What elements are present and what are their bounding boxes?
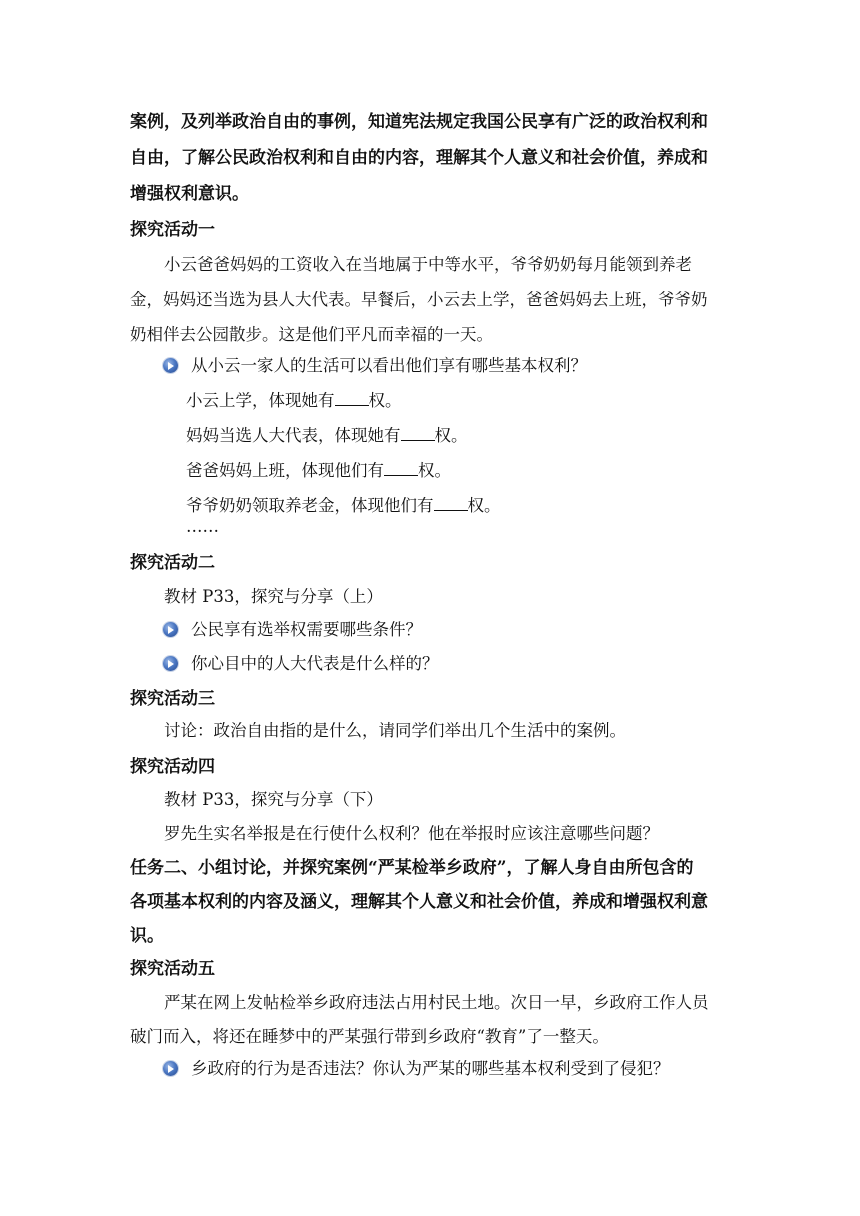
activity3-text: 讨论：政治自由指的是什么，请同学们举出几个生活中的案例。 — [164, 721, 626, 740]
fill-line-1-pre: 小云上学，体现她有 — [186, 391, 335, 410]
bullet-arrow-icon — [163, 1061, 178, 1076]
fill-line-1-post: 权。 — [368, 391, 402, 410]
activity4-text: 教材 P33，探究与分享（下） — [164, 790, 383, 809]
activity1-paragraph-line-2: 金，妈妈还当选为县人大代表。早餐后，小云去上学，爸爸妈妈去上班，爷爷奶 — [130, 290, 708, 309]
intro-line-2: 自由，了解公民政治权利和自由的内容，理解其个人意义和社会价值，养成和 — [130, 148, 708, 168]
activity5-paragraph-line-1: 严某在网上发帖检举乡政府违法占用村民土地。次日一早，乡政府工作人员 — [164, 993, 709, 1012]
activity2-question-1: 公民享有选举权需要哪些条件？ — [191, 620, 422, 639]
activity5-heading: 探究活动五 — [130, 959, 215, 979]
activity5-question: 乡政府的行为是否违法？你认为严某的哪些基本权利受到了侵犯？ — [191, 1059, 670, 1078]
activity3-heading: 探究活动三 — [130, 689, 215, 709]
bullet-arrow-icon — [163, 622, 178, 637]
activity1-paragraph-line-1: 小云爸爸妈妈的工资收入在当地属于中等水平，爷爷奶奶每月能领到养老 — [164, 255, 692, 274]
intro-line-1: 案例，及列举政治自由的事例，知道宪法规定我国公民享有广泛的政治权利和 — [130, 112, 708, 132]
activity5-paragraph-line-2: 破门而入，将还在睡梦中的严某强行带到乡政府“教育”了一整天。 — [130, 1027, 609, 1046]
fill-line-2-post: 权。 — [434, 426, 468, 445]
fill-line-3-post: 权。 — [418, 461, 451, 480]
activity1-paragraph-line-3: 奶相伴去公园散步。这是他们平凡而幸福的一天。 — [130, 325, 493, 344]
ellipsis: …… — [186, 517, 219, 536]
task2-line-3: 识。 — [130, 926, 164, 946]
blank-underline — [335, 391, 369, 406]
activity1-question: 从小云一家人的生活可以看出他们享有哪些基本权利？ — [191, 356, 587, 375]
activity4-heading: 探究活动四 — [130, 757, 215, 777]
activity2-question-2: 你心目中的人大代表是什么样的？ — [191, 654, 439, 673]
blank-underline — [401, 426, 435, 441]
fill-line-3 — [186, 460, 451, 482]
blank-underline — [384, 461, 418, 476]
fill-line-2-pre: 妈妈当选人大代表，体现她有 — [186, 426, 401, 445]
task2-line-1: 任务二、小组讨论，并探究案例“严某检举乡政府”，了解人身自由所包含的 — [130, 858, 694, 878]
fill-line-4-pre: 爷爷奶奶领取养老金，体现他们有 — [186, 496, 434, 515]
intro-line-3: 增强权利意识。 — [130, 184, 249, 204]
blank-underline — [434, 496, 468, 511]
fill-line-1 — [186, 390, 402, 412]
fill-line-3-pre: 爸爸妈妈上班，体现他们有 — [186, 461, 384, 480]
activity2-text: 教材 P33，探究与分享（上） — [164, 587, 383, 606]
task2-line-2: 各项基本权利的内容及涵义，理解其个人意义和社会价值，养成和增强权利意 — [130, 892, 708, 912]
bullet-arrow-icon — [163, 656, 178, 671]
activity4-text-2: 罗先生实名举报是在行使什么权利？他在举报时应该注意哪些问题？ — [164, 824, 659, 843]
activity2-heading: 探究活动二 — [130, 553, 215, 573]
fill-line-4-post: 权。 — [467, 496, 501, 515]
fill-line-4 — [186, 495, 501, 517]
bullet-arrow-icon — [163, 358, 178, 373]
fill-line-2 — [186, 425, 468, 447]
activity1-heading: 探究活动一 — [130, 220, 215, 240]
